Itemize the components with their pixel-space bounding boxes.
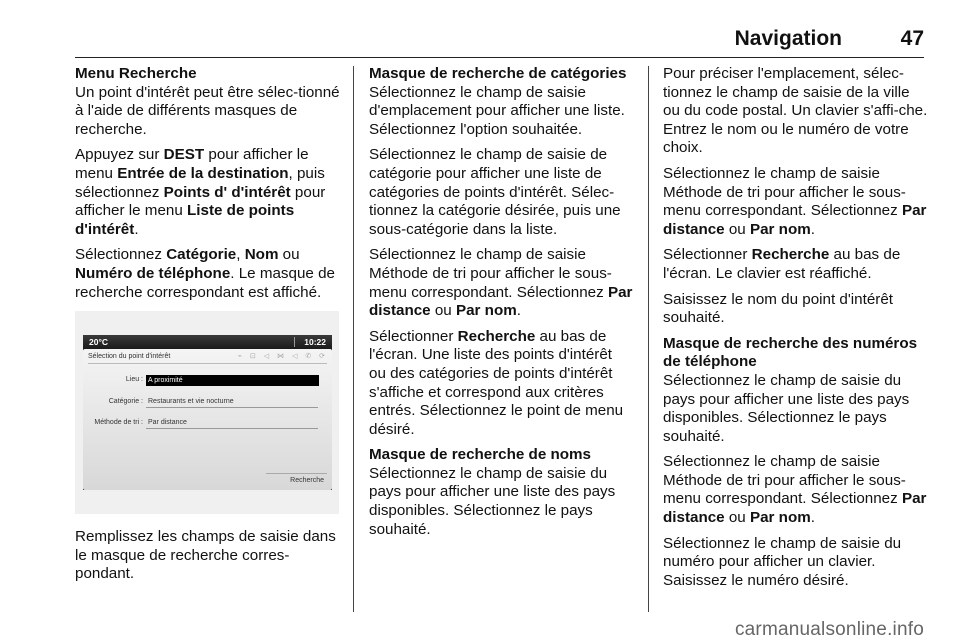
section-heading: Masque de recherche des numéros de téléphone (663, 334, 918, 371)
paragraph: Pour préciser l'emplacement, sélec-tionnez le champ de saisie de la ville ou du code postal. Un clavier s'affi-che. Entrez le nom ou le numéro de votre choix. (663, 65, 928, 157)
paragraph: Sélectionnez le champ de saisie du pays pour afficher une liste des pays disponibles. Sélectionnez le pays souhaité. (663, 371, 910, 445)
paragraph: Sélectionner Recherche au bas de l'écran. Une liste des points d'intérêt ou des catégories de points d'intérêt s'affiche et correspond aux critères entrés. Sélectionnez le point de menu désiré. (369, 327, 624, 438)
column-divider (353, 66, 354, 612)
page-number: 47 (900, 27, 924, 50)
paragraph: Sélectionnez le champ de saisie Méthode de tri pour afficher le sous-menu correspondant. Sélectionnez Par distance ou Par nom. (369, 246, 633, 320)
search-panel (83, 349, 332, 490)
paragraph: Sélectionnez le champ de saisie de catégorie pour afficher une liste de catégories de points d'intérêt. Sélec-tionnez la catégorie désirée, puis une sous-catégorie dans la liste. (369, 146, 621, 238)
status-bar (83, 335, 332, 349)
header-divider (75, 57, 924, 58)
column-1 (75, 65, 340, 309)
paragraph: Un point d'intérêt peut être sélec-tionné à l'aide de différents masques de recherche. (75, 83, 340, 138)
page-header (0, 0, 960, 58)
status-icons: ⌁ ⊡ ◁ ⋈ ◁ ✆ ⟳ (237, 353, 328, 360)
lieu-label: Lieu : (125, 376, 143, 383)
temperature: 20°C (89, 337, 108, 347)
watermark: carmanualsonline.info (734, 619, 924, 640)
column-2 (369, 65, 633, 546)
paragraph: Appuyez sur DEST pour afficher le menu Entrée de la destination, puis sélectionnez Points d' d'intérêt pour afficher le menu Liste de points d'intérêt. (75, 146, 326, 238)
paragraph: Sélectionnez le champ de saisie du numéro pour afficher un clavier. Saisissez le numéro désiré. (663, 534, 902, 589)
paragraph: Sélectionnez Catégorie, Nom ou Numéro de téléphone. Le masque de recherche correspondant est affiché. (75, 246, 335, 301)
section-heading: Masque de recherche de catégories (369, 65, 627, 82)
methode-field[interactable]: Par distance (148, 419, 187, 426)
paragraph: Sélectionner Recherche au bas de l'écran. Le clavier est réaffiché. (663, 246, 901, 282)
section-heading: Menu Recherche (75, 65, 197, 82)
paragraph: Sélectionnez le champ de saisie du pays pour afficher une liste des pays disponibles. Sélectionnez le pays souhaité. (369, 464, 616, 538)
page-title: Navigation (734, 27, 842, 50)
section-heading: Masque de recherche de noms (369, 446, 591, 464)
infotainment-screen (83, 335, 332, 490)
column-3 (663, 65, 928, 597)
screen-heading: Sélection du point d'intérêt (88, 353, 171, 360)
column-divider (648, 66, 649, 612)
paragraph: Saisissez le nom du point d'intérêt souhaité. (663, 290, 893, 327)
column-1-bottom (75, 528, 340, 591)
screenshot-figure (75, 311, 339, 514)
clock: 10:22 (304, 337, 326, 347)
categorie-label: Catégorie : (108, 398, 143, 405)
lieu-field[interactable]: A proximité (146, 375, 319, 386)
paragraph: Sélectionnez le champ de saisie Méthode de tri pour afficher le sous-menu correspondant. Sélectionnez Par distance ou Par nom. (663, 164, 927, 238)
methode-label: Méthode de tri : (94, 419, 143, 426)
search-button[interactable]: Recherche (290, 477, 324, 484)
paragraph: Remplissez les champs de saisie dans le masque de recherche corres-pondant. (75, 528, 336, 583)
paragraph: Sélectionnez le champ de saisie Méthode de tri pour afficher le sous-menu correspondant. Sélectionnez Par distance ou Par nom. (663, 453, 927, 527)
categorie-field[interactable]: Restaurants et vie nocturne (148, 398, 234, 405)
paragraph: Sélectionnez le champ de saisie d'emplacement pour afficher une liste. Sélectionnez l'option souhaitée. (369, 83, 625, 138)
